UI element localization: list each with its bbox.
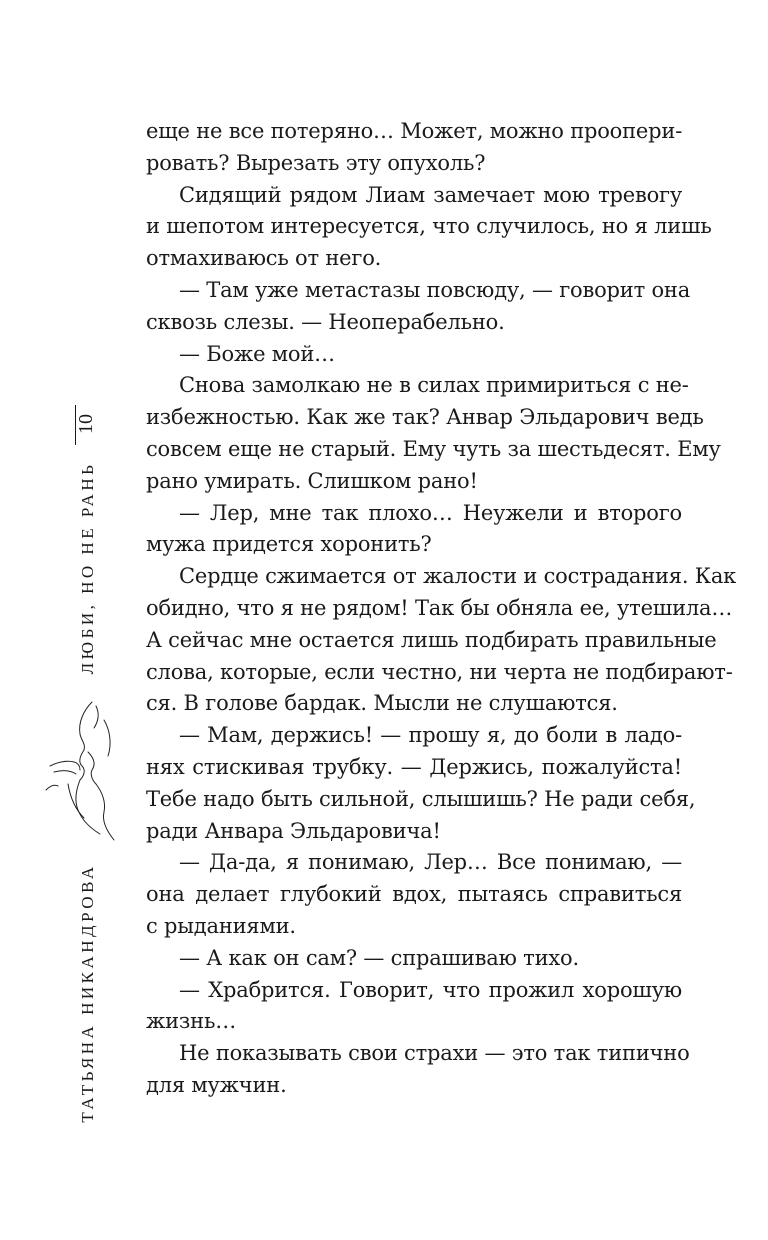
text-line: Сидящий рядом Лиам замечает мою тревогу — [179, 182, 682, 207]
text-line: — А как он сам? — спрашиваю тихо. — [179, 945, 579, 970]
text-line: — Да-да, я понимаю, Лер… Все понимаю, — — [179, 850, 682, 875]
text-line: отмахиваюсь от него. — [146, 246, 382, 271]
text-line: еще не все потеряно… Может, можно проопери- — [146, 119, 683, 143]
text-line: мужа придется хоронить? — [146, 532, 432, 557]
text-line: Сердце сжимается от жалости и сострадания. Как — [179, 564, 737, 589]
text-line: сквозь слезы. — Неоперабельно. — [146, 309, 505, 334]
text-line: обидно, что я не рядом! Так бы обняла ее, утешила… — [146, 595, 733, 620]
text-line: Тебе надо быть сильной, слышишь? Не ради себя, — [146, 786, 696, 811]
text-line: с рыданиями. — [146, 913, 296, 938]
text-line: для мужчин. — [146, 1072, 287, 1097]
running-title: ЛЮБИ, НО НЕ РАНЬ — [78, 461, 97, 675]
text-line: нях стискивая трубку. — Держись, пожалуйста! — [146, 754, 682, 779]
text-line: слова, которые, если честно, ни черта не подбирают- — [146, 659, 733, 684]
text-line: жизнь… — [146, 1009, 236, 1034]
text-line: совсем еще не старый. Ему чуть за шестьдесят. Ему — [146, 436, 721, 461]
page-number: 10 — [75, 414, 97, 434]
text-line: А сейчас мне остается лишь подбирать правильные — [146, 627, 717, 652]
text-line: Снова замолкаю не в силах примириться с не- — [179, 373, 689, 398]
text-line: — Боже мой… — [179, 341, 335, 366]
text-line: — Храбрится. Говорит, что прожил хорошую — [179, 977, 682, 1002]
text-line: рано умирать. Слишком рано! — [146, 468, 478, 493]
text-line: ради Анвара Эльдаровича! — [146, 818, 441, 843]
text-line: она делает глубокий вдох, пытаясь справиться — [146, 882, 682, 907]
text-line: — Лер, мне так плохо… Неужели и второго — [179, 500, 682, 525]
author-name: ТАТЬЯНА НИКАНДРОВА — [78, 863, 97, 1123]
page-body — [146, 116, 737, 1102]
text-line: Не показывать свои страхи — это так типично — [179, 1041, 690, 1066]
text-line: ровать? Вырезать эту опухоль? — [146, 150, 486, 175]
text-line: — Мам, держись! — прошу я, до боли в ладо- — [179, 723, 682, 748]
couple-sketch-icon — [44, 700, 124, 845]
text-line: ся. В голове бардак. Мысли не слушаются. — [146, 691, 618, 716]
text-line: и шепотом интересуется, что случилось, но я лишь — [146, 214, 712, 239]
sidebar — [0, 0, 120, 1240]
text-line: избежностью. Как же так? Анвар Эльдарович ведь — [146, 405, 704, 430]
text-line: — Там уже метастазы повсюду, — говорит она — [179, 277, 691, 302]
